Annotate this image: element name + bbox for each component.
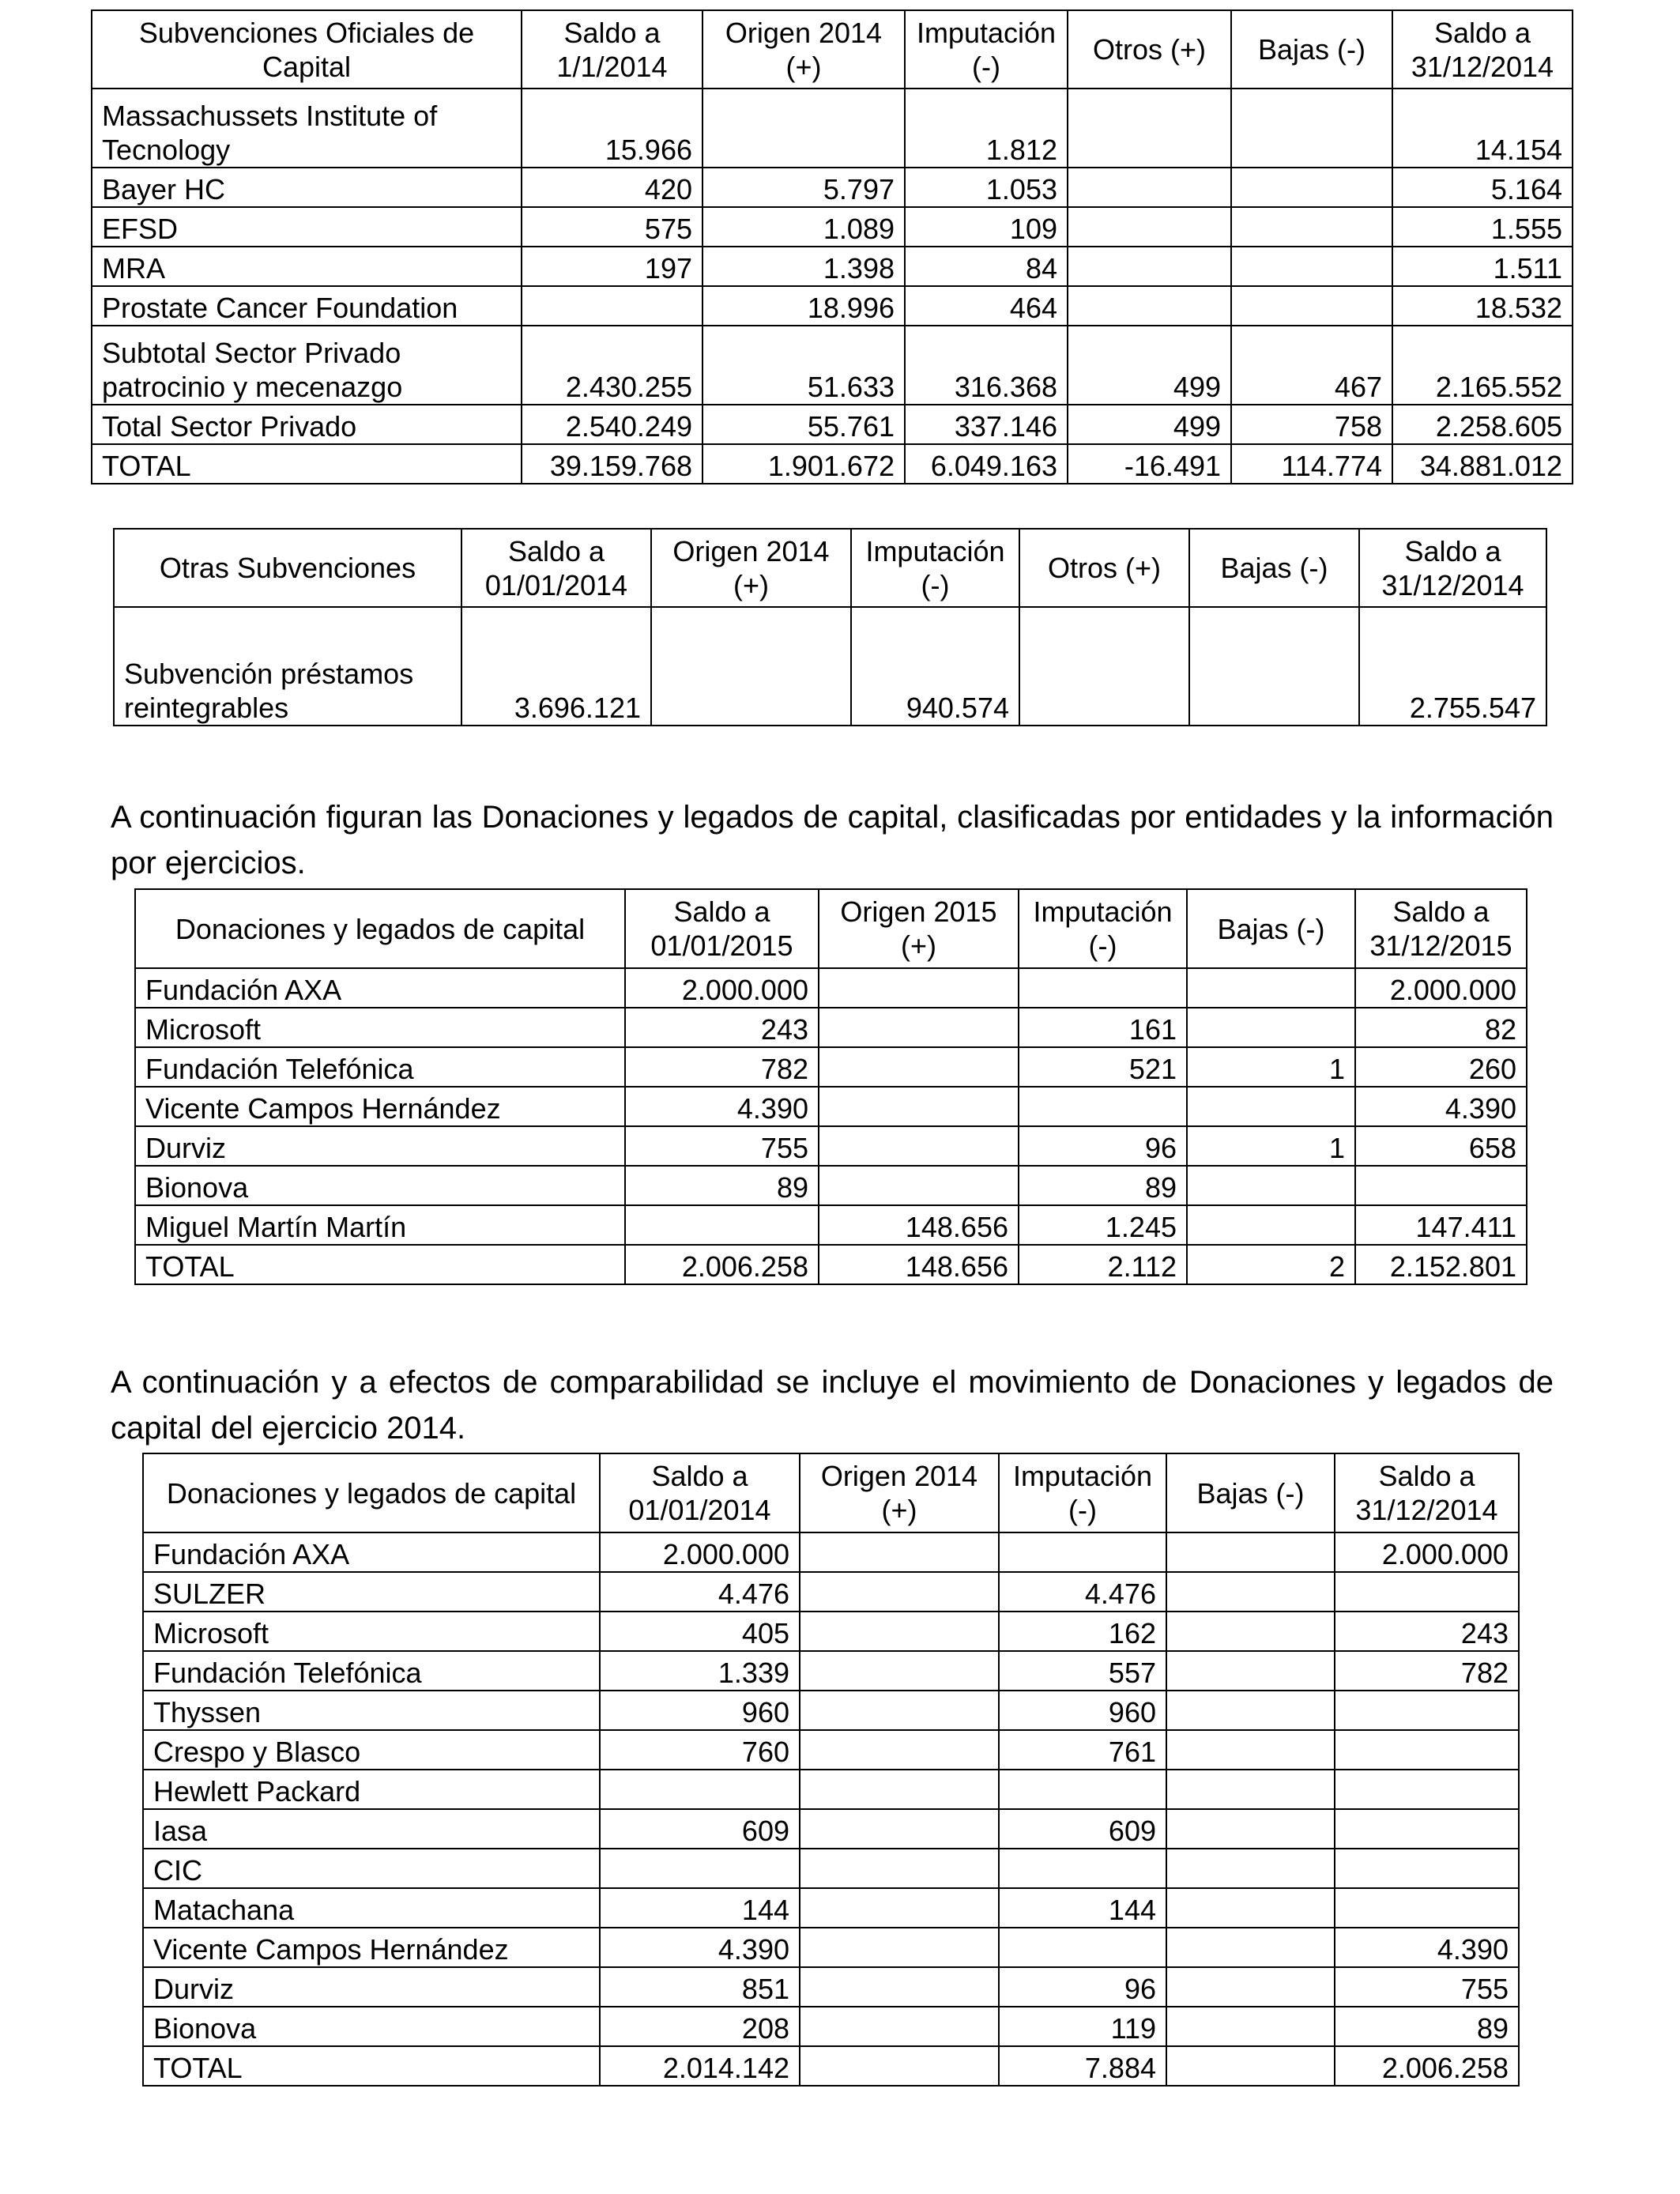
table-cell: 2 xyxy=(1187,1245,1355,1284)
column-header: Origen 2014 (+) xyxy=(703,10,905,89)
table-cell: 197 xyxy=(522,247,703,286)
table-cell: 4.476 xyxy=(600,1572,800,1612)
table-row xyxy=(92,444,1573,484)
table-cell: 89 xyxy=(1019,1166,1187,1205)
column-header: Saldo a 01/01/2014 xyxy=(600,1453,800,1532)
row-label: TOTAL xyxy=(143,2046,600,2086)
column-header: Otros (+) xyxy=(1068,10,1231,89)
table-cell xyxy=(1166,1967,1335,2007)
table-row xyxy=(92,207,1573,247)
table-cell xyxy=(600,1770,800,1809)
table-header-row xyxy=(92,10,1573,89)
table-cell: 4.476 xyxy=(999,1572,1166,1612)
table-row xyxy=(143,1691,1519,1730)
table-cell xyxy=(1166,1809,1335,1849)
table-cell: 144 xyxy=(999,1888,1166,1928)
table-cell xyxy=(1231,286,1392,326)
table-cell xyxy=(600,1849,800,1888)
table-cell: 2.014.142 xyxy=(600,2046,800,2086)
table-cell: 499 xyxy=(1068,405,1231,444)
table-cell xyxy=(800,1967,999,2007)
table-cell: 2.000.000 xyxy=(600,1532,800,1572)
table-cell: 4.390 xyxy=(600,1928,800,1967)
table-cell: 2.258.605 xyxy=(1392,405,1573,444)
table-row xyxy=(92,89,1573,168)
row-label: Microsoft xyxy=(143,1612,600,1651)
table-cell: 1.901.672 xyxy=(703,444,905,484)
table-header-row xyxy=(135,889,1527,968)
table-cell: 960 xyxy=(999,1691,1166,1730)
table-row xyxy=(143,1888,1519,1928)
table-cell: 89 xyxy=(625,1166,819,1205)
row-label: TOTAL xyxy=(92,444,522,484)
table-cell xyxy=(1166,1612,1335,1651)
table-cell xyxy=(999,1532,1166,1572)
table-row xyxy=(135,1126,1527,1166)
row-label: Fundación AXA xyxy=(135,968,625,1008)
table-cell: 499 xyxy=(1068,326,1231,405)
row-label: Durviz xyxy=(143,1967,600,2007)
table-row xyxy=(92,168,1573,207)
column-header: Bajas (-) xyxy=(1231,10,1392,89)
table-cell: 420 xyxy=(522,168,703,207)
table-cell: 147.411 xyxy=(1355,1205,1527,1245)
table-row xyxy=(92,247,1573,286)
table-cell: 316.368 xyxy=(905,326,1068,405)
table-cell: 609 xyxy=(600,1809,800,1849)
row-label: Total Sector Privado xyxy=(92,405,522,444)
table-cell xyxy=(625,1205,819,1245)
row-label: Miguel Martín Martín xyxy=(135,1205,625,1245)
table-cell xyxy=(800,1888,999,1928)
table-row xyxy=(143,2046,1519,2086)
table-row xyxy=(143,1809,1519,1849)
table-cell xyxy=(1187,1205,1355,1245)
column-header: Saldo a 01/01/2014 xyxy=(461,529,651,607)
table-cell: 851 xyxy=(600,1967,800,2007)
row-label: Subtotal Sector Privado patrocinio y mecenazgo xyxy=(92,326,522,405)
table-cell xyxy=(1187,1087,1355,1126)
column-header: Origen 2015 (+) xyxy=(819,889,1019,968)
table-row xyxy=(135,1087,1527,1126)
row-label: Subvención préstamos reintegrables xyxy=(114,607,461,726)
column-header: Imputación (-) xyxy=(1019,889,1187,968)
table-cell xyxy=(819,968,1019,1008)
table-cell xyxy=(1187,968,1355,1008)
table-cell: 960 xyxy=(600,1691,800,1730)
table-cell: 114.774 xyxy=(1231,444,1392,484)
table-cell xyxy=(1068,89,1231,168)
table-cell xyxy=(800,1770,999,1809)
row-label: Fundación Telefónica xyxy=(135,1047,625,1087)
table-cell: 2.165.552 xyxy=(1392,326,1573,405)
table-cell xyxy=(1166,1532,1335,1572)
table-cell xyxy=(1166,1572,1335,1612)
table-cell: 51.633 xyxy=(703,326,905,405)
row-label: Bayer HC xyxy=(92,168,522,207)
table-cell xyxy=(819,1008,1019,1047)
table-cell xyxy=(1187,1166,1355,1205)
table-row xyxy=(135,1008,1527,1047)
table-cell xyxy=(800,1572,999,1612)
table-cell: 1.555 xyxy=(1392,207,1573,247)
table-header-row xyxy=(114,529,1546,607)
table-cell: 1.812 xyxy=(905,89,1068,168)
table-cell xyxy=(1335,1730,1519,1770)
row-label: EFSD xyxy=(92,207,522,247)
table-cell: 82 xyxy=(1355,1008,1527,1047)
table-cell xyxy=(1335,1572,1519,1612)
table-cell: 148.656 xyxy=(819,1205,1019,1245)
table-row xyxy=(143,1532,1519,1572)
row-label: Iasa xyxy=(143,1809,600,1849)
table-cell xyxy=(800,2007,999,2046)
column-header: Saldo a 1/1/2014 xyxy=(522,10,703,89)
table-cell xyxy=(703,89,905,168)
table-row xyxy=(92,326,1573,405)
table-row xyxy=(143,2007,1519,2046)
table-cell: 1.245 xyxy=(1019,1205,1187,1245)
table-cell: 4.390 xyxy=(625,1087,819,1126)
column-header: Donaciones y legados de capital xyxy=(143,1453,600,1532)
table-cell: 521 xyxy=(1019,1047,1187,1087)
table-cell xyxy=(1231,207,1392,247)
table-cell xyxy=(1166,1651,1335,1691)
table-row xyxy=(92,405,1573,444)
table-cell: 34.881.012 xyxy=(1392,444,1573,484)
column-header: Otros (+) xyxy=(1019,529,1189,607)
table-cell: -16.491 xyxy=(1068,444,1231,484)
column-header: Saldo a 31/12/2014 xyxy=(1359,529,1546,607)
table-cell xyxy=(1166,2046,1335,2086)
table-cell: 109 xyxy=(905,207,1068,247)
table-row xyxy=(135,1205,1527,1245)
table-cell xyxy=(1335,1849,1519,1888)
table-cell xyxy=(1068,286,1231,326)
table-cell xyxy=(1335,1809,1519,1849)
table-cell: 7.884 xyxy=(999,2046,1166,2086)
table-row xyxy=(135,1166,1527,1205)
paragraph-comparabilidad: A continuación y a efectos de comparabilidad se incluye el movimiento de Donaciones y legados de capital del ejercicio 2014. xyxy=(111,1365,1554,1446)
table-cell: 609 xyxy=(999,1809,1166,1849)
table-cell: 96 xyxy=(999,1967,1166,2007)
table-cell: 2.006.258 xyxy=(625,1245,819,1284)
table-cell: 39.159.768 xyxy=(522,444,703,484)
table-cell xyxy=(800,1928,999,1967)
table-cell xyxy=(1166,1928,1335,1967)
table-cell: 119 xyxy=(999,2007,1166,2046)
table-cell: 55.761 xyxy=(703,405,905,444)
table-cell: 18.996 xyxy=(703,286,905,326)
table-cell: 15.966 xyxy=(522,89,703,168)
donaciones-2014-table xyxy=(142,1453,1520,2087)
row-label: Durviz xyxy=(135,1126,625,1166)
row-label: Vicente Campos Hernández xyxy=(143,1928,600,1967)
table-cell xyxy=(1019,1087,1187,1126)
otras-subvenciones-table xyxy=(113,528,1547,726)
table-cell: 575 xyxy=(522,207,703,247)
column-header: Donaciones y legados de capital xyxy=(135,889,625,968)
table-row xyxy=(143,1849,1519,1888)
table-row xyxy=(143,1928,1519,1967)
table-cell xyxy=(1019,607,1189,726)
table-cell xyxy=(1166,1730,1335,1770)
table-cell xyxy=(800,1532,999,1572)
table-cell: 243 xyxy=(1335,1612,1519,1651)
column-header: Imputación (-) xyxy=(999,1453,1166,1532)
table-cell: 940.574 xyxy=(851,607,1019,726)
table-cell xyxy=(1187,1008,1355,1047)
table-cell xyxy=(800,1691,999,1730)
column-header: Bajas (-) xyxy=(1166,1453,1335,1532)
table-cell: 4.390 xyxy=(1355,1087,1527,1126)
table-cell: 658 xyxy=(1355,1126,1527,1166)
table-cell: 2.006.258 xyxy=(1335,2046,1519,2086)
table-cell: 3.696.121 xyxy=(461,607,651,726)
table-cell: 96 xyxy=(1019,1126,1187,1166)
column-header: Imputación (-) xyxy=(851,529,1019,607)
table-cell: 761 xyxy=(999,1730,1166,1770)
table-cell: 144 xyxy=(600,1888,800,1928)
table-row xyxy=(92,286,1573,326)
table-cell: 2.112 xyxy=(1019,1245,1187,1284)
table-cell: 243 xyxy=(625,1008,819,1047)
row-label: SULZER xyxy=(143,1572,600,1612)
table-cell xyxy=(800,1849,999,1888)
row-label: Massachussets Institute of Tecnology xyxy=(92,89,522,168)
table-cell: 782 xyxy=(625,1047,819,1087)
table-cell xyxy=(1355,1166,1527,1205)
table-row xyxy=(143,1572,1519,1612)
table-cell xyxy=(999,1770,1166,1809)
column-header: Saldo a 31/12/2015 xyxy=(1355,889,1527,968)
row-label: Hewlett Packard xyxy=(143,1770,600,1809)
table-cell: 2.540.249 xyxy=(522,405,703,444)
row-label: Bionova xyxy=(143,2007,600,2046)
table-cell: 1.398 xyxy=(703,247,905,286)
row-label: Fundación Telefónica xyxy=(143,1651,600,1691)
table-cell: 1 xyxy=(1187,1126,1355,1166)
donaciones-2015-table xyxy=(134,888,1527,1285)
row-label: Vicente Campos Hernández xyxy=(135,1087,625,1126)
column-header: Otras Subvenciones xyxy=(114,529,461,607)
row-label: Fundación AXA xyxy=(143,1532,600,1572)
table-row xyxy=(143,1730,1519,1770)
column-header: Saldo a 31/12/2014 xyxy=(1392,10,1573,89)
row-label: Prostate Cancer Foundation xyxy=(92,286,522,326)
row-label: CIC xyxy=(143,1849,600,1888)
table-cell: 2.000.000 xyxy=(625,968,819,1008)
column-header: Saldo a 31/12/2014 xyxy=(1335,1453,1519,1532)
table-row xyxy=(135,1047,1527,1087)
table-cell xyxy=(1335,1770,1519,1809)
table-cell xyxy=(1231,247,1392,286)
table-cell: 755 xyxy=(625,1126,819,1166)
table-cell: 161 xyxy=(1019,1008,1187,1047)
table-cell xyxy=(819,1087,1019,1126)
table-cell xyxy=(999,1928,1166,1967)
table-cell: 464 xyxy=(905,286,1068,326)
table-cell: 89 xyxy=(1335,2007,1519,2046)
table-cell: 162 xyxy=(999,1612,1166,1651)
table-cell xyxy=(651,607,851,726)
table-cell xyxy=(819,1166,1019,1205)
row-label: Microsoft xyxy=(135,1008,625,1047)
table-cell: 405 xyxy=(600,1612,800,1651)
table-cell xyxy=(1231,168,1392,207)
table-row xyxy=(114,607,1546,726)
table-cell xyxy=(1166,1849,1335,1888)
table-row xyxy=(143,1651,1519,1691)
column-header: Imputación (-) xyxy=(905,10,1068,89)
table-cell xyxy=(800,2046,999,2086)
table-cell xyxy=(1231,89,1392,168)
column-header: Saldo a 01/01/2015 xyxy=(625,889,819,968)
table-cell xyxy=(1335,1888,1519,1928)
row-label: Crespo y Blasco xyxy=(143,1730,600,1770)
table-cell xyxy=(1166,1888,1335,1928)
table-cell: 260 xyxy=(1355,1047,1527,1087)
table-cell: 18.532 xyxy=(1392,286,1573,326)
table-cell: 1.053 xyxy=(905,168,1068,207)
table-cell: 2.000.000 xyxy=(1335,1532,1519,1572)
table-cell xyxy=(800,1612,999,1651)
table-cell xyxy=(1068,247,1231,286)
table-row xyxy=(143,1770,1519,1809)
table-cell: 148.656 xyxy=(819,1245,1019,1284)
table-cell: 2.430.255 xyxy=(522,326,703,405)
row-label: Bionova xyxy=(135,1166,625,1205)
table-cell: 755 xyxy=(1335,1967,1519,2007)
table-cell: 5.164 xyxy=(1392,168,1573,207)
table-cell: 2.755.547 xyxy=(1359,607,1546,726)
table-cell: 758 xyxy=(1231,405,1392,444)
table-cell xyxy=(1166,2007,1335,2046)
table-cell xyxy=(800,1730,999,1770)
table-cell xyxy=(1068,207,1231,247)
table-cell: 14.154 xyxy=(1392,89,1573,168)
column-header: Bajas (-) xyxy=(1187,889,1355,968)
table-cell: 2.152.801 xyxy=(1355,1245,1527,1284)
table-cell xyxy=(1166,1691,1335,1730)
table-cell xyxy=(999,1849,1166,1888)
table-cell xyxy=(819,1047,1019,1087)
table-cell xyxy=(1166,1770,1335,1809)
table-cell: 6.049.163 xyxy=(905,444,1068,484)
row-label: Thyssen xyxy=(143,1691,600,1730)
table-cell: 557 xyxy=(999,1651,1166,1691)
column-header: Origen 2014 (+) xyxy=(651,529,851,607)
table-row xyxy=(135,1245,1527,1284)
table-cell xyxy=(1335,1691,1519,1730)
column-header: Origen 2014 (+) xyxy=(800,1453,999,1532)
table-cell: 4.390 xyxy=(1335,1928,1519,1967)
table-cell: 1.339 xyxy=(600,1651,800,1691)
table-cell: 337.146 xyxy=(905,405,1068,444)
subvenciones-oficiales-table xyxy=(91,9,1573,484)
table-cell: 1.089 xyxy=(703,207,905,247)
table-cell: 782 xyxy=(1335,1651,1519,1691)
table-cell xyxy=(800,1651,999,1691)
row-label: TOTAL xyxy=(135,1245,625,1284)
table-cell xyxy=(522,286,703,326)
table-cell: 208 xyxy=(600,2007,800,2046)
row-label: MRA xyxy=(92,247,522,286)
table-cell: 467 xyxy=(1231,326,1392,405)
table-cell xyxy=(1189,607,1359,726)
column-header: Bajas (-) xyxy=(1189,529,1359,607)
table-row xyxy=(143,1967,1519,2007)
column-header: Subvenciones Oficiales de Capital xyxy=(92,10,522,89)
table-cell xyxy=(800,1809,999,1849)
table-cell xyxy=(1019,968,1187,1008)
table-cell xyxy=(819,1126,1019,1166)
table-cell: 1 xyxy=(1187,1047,1355,1087)
table-header-row xyxy=(143,1453,1519,1532)
table-cell: 5.797 xyxy=(703,168,905,207)
table-row xyxy=(135,968,1527,1008)
table-cell: 2.000.000 xyxy=(1355,968,1527,1008)
table-cell: 1.511 xyxy=(1392,247,1573,286)
table-cell: 760 xyxy=(600,1730,800,1770)
paragraph-intro-donaciones: A continuación figuran las Donaciones y legados de capital, clasificadas por entidades y la información por ejercicios. xyxy=(111,800,1554,880)
row-label: Matachana xyxy=(143,1888,600,1928)
table-row xyxy=(143,1612,1519,1651)
table-cell: 84 xyxy=(905,247,1068,286)
table-cell xyxy=(1068,168,1231,207)
